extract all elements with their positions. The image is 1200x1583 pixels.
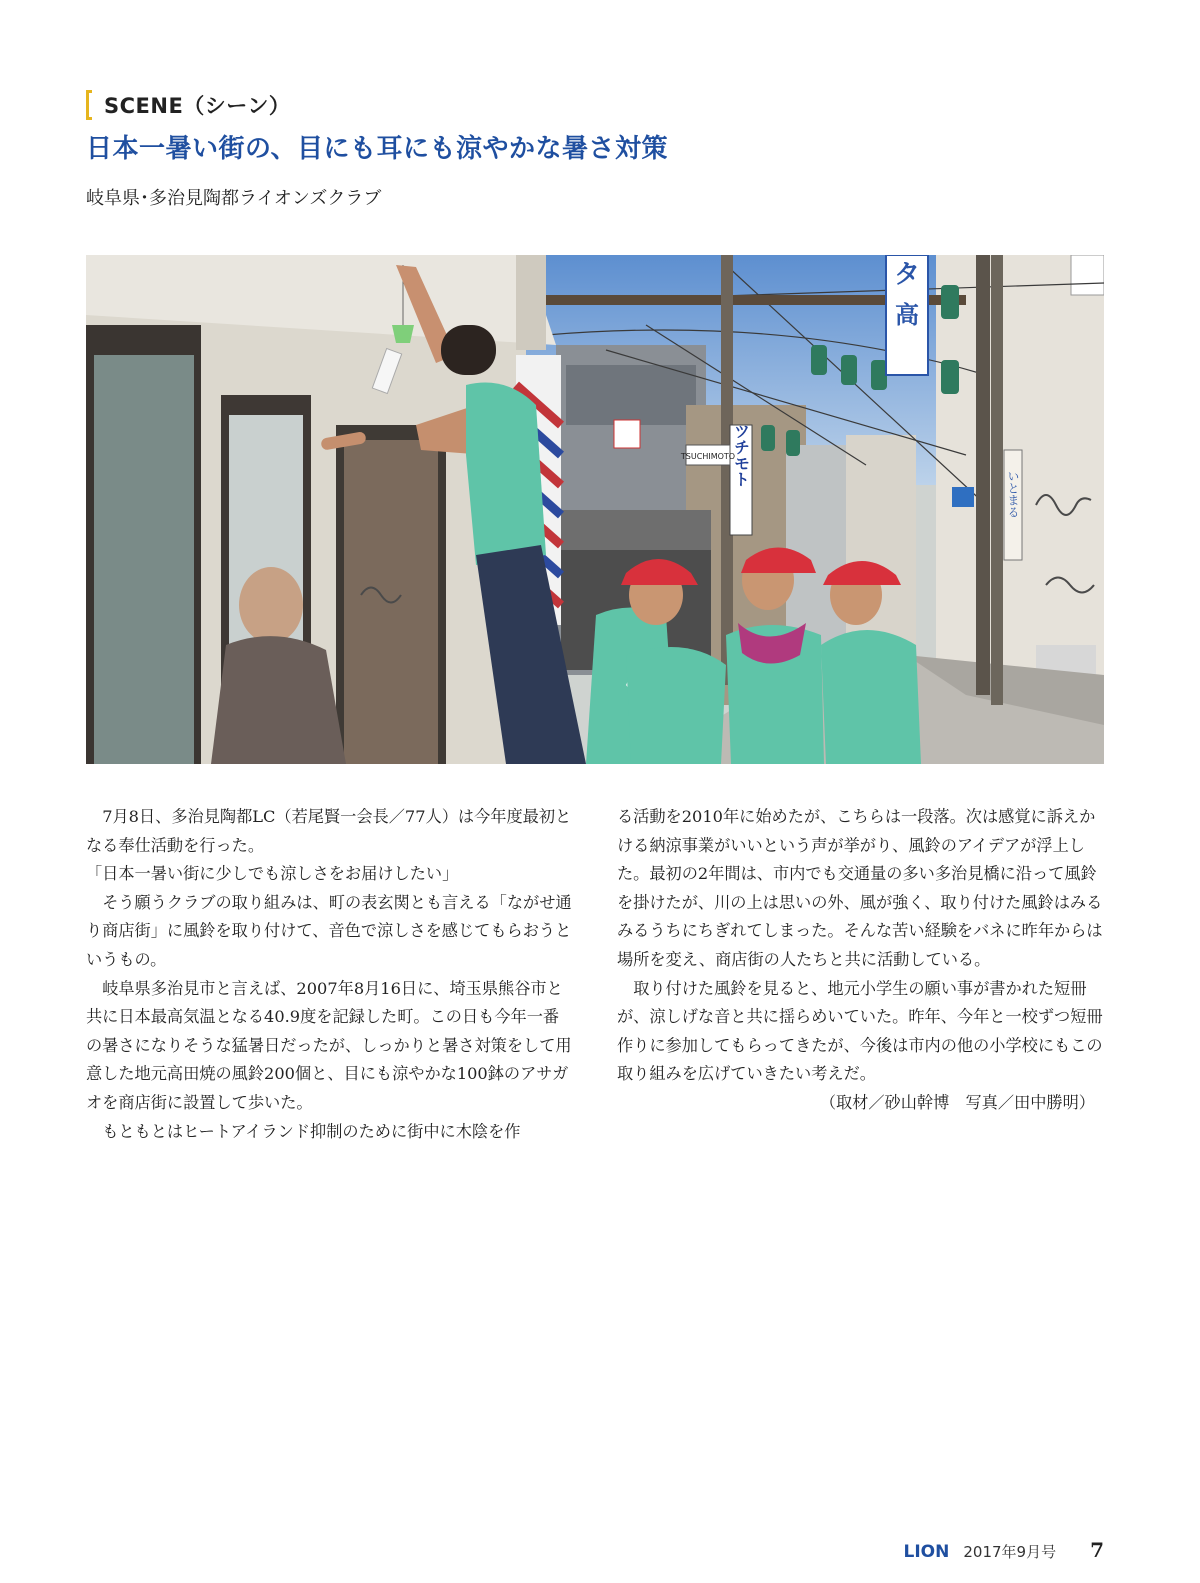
page-number: 7 [1090, 1538, 1104, 1562]
photo-credit: （取材／砂山幹博 写真／田中勝明） [819, 1092, 1095, 1112]
paragraph: 岐阜県多治見市と言えば、2007年8月16日に、埼玉県熊谷市と共に日本最高気温となる40.9度を記録した町。この日も今年一番の暑さになりそうな猛暑日だったが、しっかりと暑さ対策をして用意した地元高田焼の風鈴200個と、目にも涼やかな100鉢のアサガオを商店街に設置して歩いた。 [86, 978, 572, 1112]
sign-tsuchimoto-jp: ツチモト [731, 423, 751, 487]
sign-tsuchimoto: TSUCHIMOTO [680, 452, 736, 461]
paragraph: そう願うクラブの取り組みは、町の表玄関とも言える「ながせ通り商店街」に風鈴を取り付けて、音色で涼しさを感じてもらおうというもの。 [86, 892, 572, 969]
sign-itomaru: いとまる [1006, 470, 1020, 518]
paragraph: 取り付けた風鈴を見ると、地元小学生の願い事が書かれた短冊が、涼しげな音と共に揺らめいていた。昨年、今年と一校ずつ短冊作りに参加してもらってきたが、今後は市内の他の小学校にもこの取り組みを広げていきたい考えだ。 [617, 978, 1103, 1084]
article-photo [86, 255, 1104, 764]
issue-date: 2017年9月号 [963, 1543, 1057, 1561]
paragraph: 7月8日、多治見陶都LC（若尾賢一会長／77人）は今年度最初となる奉仕活動を行った。 [86, 807, 572, 855]
article-headline: 日本一暑い街の、目にも耳にも涼やかな暑さ対策 [86, 134, 668, 164]
article-body-left [86, 803, 574, 1146]
paragraph: る活動を2010年に始めたが、こちらは一段落。次は感覚に訴えかける納涼事業がいいという声が挙がり、風鈴のアイデアが浮上した。最初の2年間は、市内でも交通量の多い多治見橋に沿って風鈴を掛けたが、川の上は思いの外、風が強く、取り付けた風鈴はみるみるうちにちぎれてしまった。そんな苦い経験をバネに昨年からは場所を変え、商店街の人たちと共に活動している。 [617, 807, 1103, 969]
magazine-name: LION [903, 1542, 950, 1562]
section-label: SCENE（シーン） [104, 94, 291, 118]
article-body-right [617, 803, 1105, 1118]
sign-taka: 高 [895, 301, 919, 329]
section-header [86, 90, 290, 120]
sign-ta: タ [893, 260, 921, 290]
paragraph: 「日本一暑い街に少しでも涼しさをお届けしたい」 [86, 864, 459, 884]
paragraph: もともとはヒートアイランド抑制のために街中に木陰を作 [102, 1121, 521, 1141]
club-name: 岐阜県･多治見陶都ライオンズクラブ [86, 188, 382, 209]
bracket-mark [86, 90, 92, 120]
page-footer [904, 1538, 1104, 1562]
